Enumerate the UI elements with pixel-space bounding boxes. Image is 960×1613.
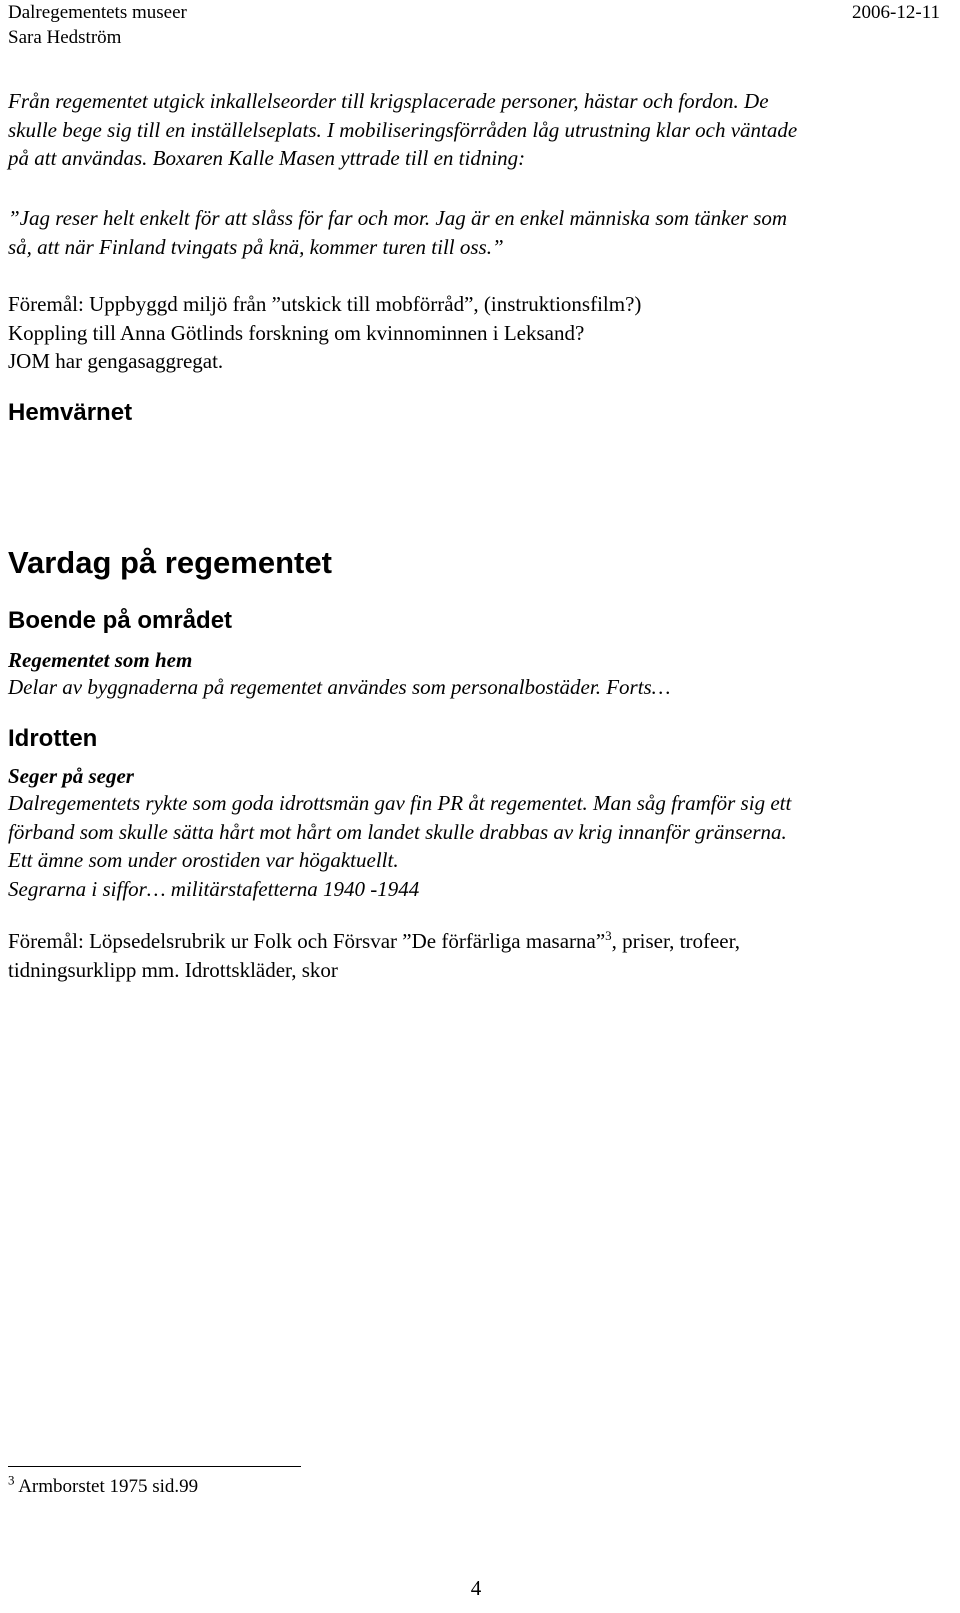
quote-line: så, att när Finland tvingats på knä, kommer turen till oss.” (8, 234, 504, 259)
idrotten-foremal-paragraph (8, 927, 940, 984)
foremal-suffix: , priser, trofeer, (611, 929, 740, 953)
footnote-text: Armborstet 1975 sid.99 (14, 1476, 199, 1497)
notes-paragraph (8, 290, 940, 376)
idrotten-paragraph (8, 789, 940, 903)
header-left (8, 0, 187, 50)
header-author: Sara Hedström (8, 27, 122, 48)
footnote-number: 3 (8, 1472, 15, 1488)
boende-text: Delar av byggnaderna på regementet användes som personalbostäder. Forts… (8, 675, 671, 699)
footnote (8, 1474, 198, 1499)
foremal-prefix: Föremål: Löpsedelsrubrik ur Folk och Försvar ”De förfärliga masarna” (8, 929, 606, 953)
quote-line: ”Jag reser helt enkelt för att slåss för far och mor. Jag är en enkel människa som tänker som (8, 206, 788, 230)
section-heading-idrotten: Idrotten (8, 725, 98, 752)
section-heading-hemvarnet: Hemvärnet (8, 399, 133, 426)
idrotten-line: Dalregementets rykte som goda idrottsmän gav fin PR åt regementet. Man såg framför sig ett (8, 791, 792, 815)
note-line: Föremål: Uppbyggd miljö från ”utskick till mobförråd”, (instruktionsfilm?) (8, 292, 642, 316)
page-number (8, 1574, 940, 1602)
foremal-line (8, 927, 940, 956)
note-line: JOM har gengasaggregat. (8, 349, 224, 373)
footnote-reference: 3 (605, 928, 612, 943)
intro-line: på att användas. Boxaren Kalle Masen yttrade till en tidning: (8, 146, 526, 170)
intro-line: skulle bege sig till en inställelseplats. I mobiliseringsförråden låg utrustning klar och väntade (8, 117, 798, 142)
page-number-text: 4 (470, 1576, 482, 1600)
header-org: Dalregementets museer (8, 2, 187, 23)
intro-line: Från regementet utgick inkallelseorder till krigsplacerade personer, hästar och fordon. De (8, 89, 769, 113)
foremal-line-2: tidningsurklipp mm. Idrottskläder, skor (8, 957, 338, 982)
chapter-heading-vardag: Vardag på regementet (8, 545, 332, 580)
subheading-regementet-som-hem: Regementet som hem (8, 648, 193, 672)
subheading-seger-pa-seger: Seger på seger (8, 764, 134, 788)
footnote-separator (8, 1466, 301, 1467)
idrotten-line: Ett ämne som under orostiden var högaktuellt. (8, 848, 399, 872)
intro-paragraph (8, 87, 940, 173)
segrarna-link: Segrarna i siffor… militärstafetterna 1940 -1944 (8, 876, 420, 901)
section-heading-boende: Boende på området (8, 607, 233, 634)
idrotten-line: förband som skulle sätta hårt mot hårt om landet skulle drabbas av krig innanför gränserna. (8, 819, 787, 844)
quote-paragraph (8, 204, 940, 261)
header-date: 2006-12-11 (852, 2, 940, 23)
note-line: Koppling till Anna Götlinds forskning om kvinnominnen i Leksand? (8, 320, 585, 345)
